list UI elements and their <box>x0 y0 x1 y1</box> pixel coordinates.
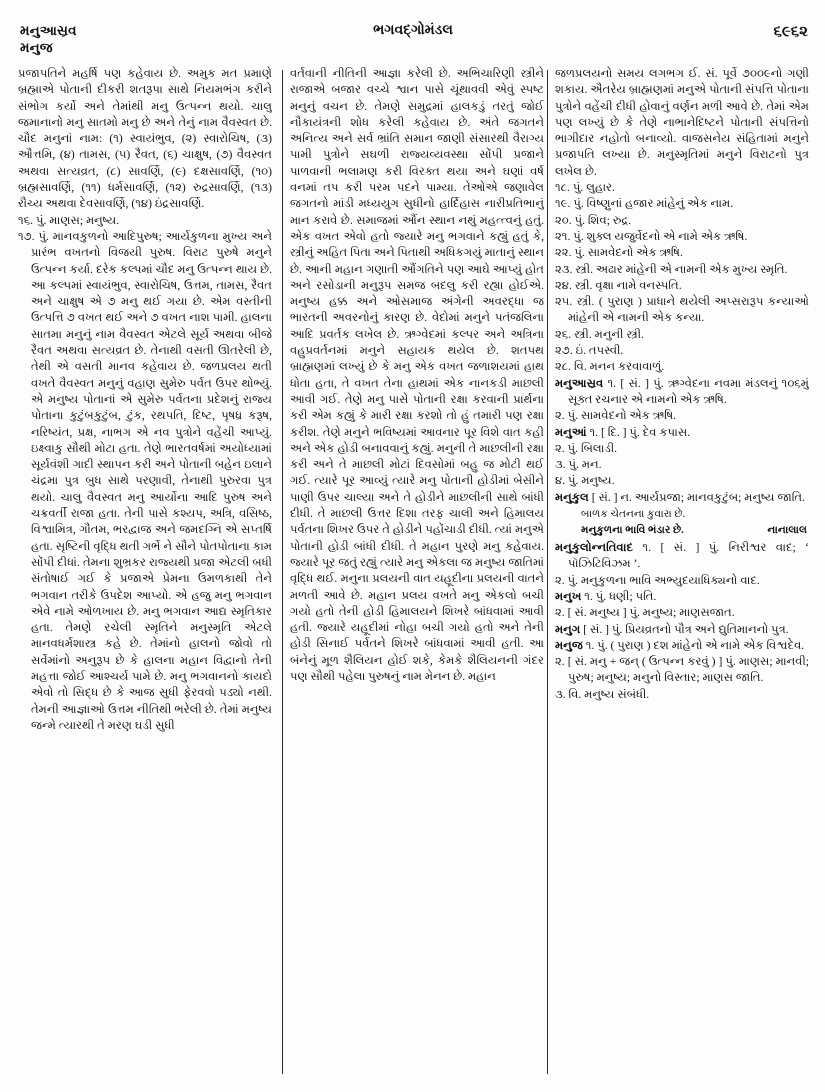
headword: મનુગ <box>555 622 581 636</box>
sense-number: ૨૪. <box>555 278 572 292</box>
dictionary-entry <box>555 490 809 506</box>
sense-item <box>555 343 809 359</box>
headword: મનુખ <box>555 589 582 603</box>
sense-item <box>555 441 809 457</box>
sense-number: ૨૩. <box>555 262 573 276</box>
sense-item <box>555 687 809 703</box>
sense-item <box>555 294 809 327</box>
sense-item <box>555 327 809 343</box>
sense-text: પું. શિવ; રુદ્ર. <box>574 213 632 227</box>
sense-text: પું. મનુકુળના ભાવિ અભ્યુદયાધિક્યનો વાદ. <box>567 573 760 587</box>
headword: મનુકુલ <box>555 490 589 504</box>
sense-number: ૨. <box>555 441 565 455</box>
continued-paragraph: પ્રજાપતિને મહર્ષિ પણ કહેવાય છે. અમુક મત પ્રમાણે બ્રહ્માએ પોતાની દીકરી શતરૂપા સાથે નિયમભંગ કરીને સંભોગ કર્યો અને તેમાંથી મનુ ઉત્પન્ન થયો. ચાલુ જમાનાનો મનુ સાતમો મનુ છે અને તેનું નામ વૈવસ્વત છે. ચૌદ મનુનાં નામ: (૧) સ્વાયંભુવ, (૨) સ્વારોચિષ, (૩) ઔત્તમિ, (૪) તામસ, (૫) રૈવત, (૬) ચાક્ષુષ, (૭) વૈવસ્વત અથવા સત્યવ્રત, (૮) સાવર્ણિ, (૯) દક્ષસાવર્ણિ, (૧૦) બ્રહ્મસાવર્ણિ, (૧૧) ધર્મસાવર્ણિ, (૧૨) રુદ્રસાવર્ણિ, (૧૩) રૌચ્ય અથવા દેવસાવર્ણિ, (૧૪) ઇંદ્રસાવર્ણિ. <box>18 67 272 211</box>
quote-attribution: નાનાલાલ <box>767 525 807 537</box>
dictionary-entry <box>555 425 809 441</box>
sense-text: વિ. મનુષ્ય સંબંધી. <box>568 687 650 701</box>
sense-item <box>555 278 809 294</box>
column-rule-2 <box>547 70 548 1074</box>
sense-text: સ્ત્રી. અઢાર માંહેની એ નામની એક મુખ્ય સ્મૃતિ. <box>575 262 788 276</box>
sense-number: ૨૭. <box>555 344 573 358</box>
running-head-left-line1: મનુઆસ્રવ <box>20 23 77 38</box>
sense-number: ૨. <box>555 573 565 587</box>
sense-number: ૧૮. <box>555 181 570 195</box>
sense-number: ૧. <box>589 425 599 439</box>
sense-number: ૨૫. <box>555 295 573 309</box>
sense-text: પું. ( પુરાણ ) દશ માંહેનો એ નામે એક વિશ્વદેવ. <box>597 638 805 652</box>
work-title: ભગવદ્ગોમંડલ <box>373 23 453 38</box>
dictionary-entry <box>555 589 809 605</box>
sense-number: ૧. <box>585 638 595 652</box>
sense-text: પું. ધણી; પતિ. <box>595 589 657 603</box>
text-column-1 <box>18 66 272 1078</box>
headword: મનુકુલોન્નતિવાદ <box>555 541 633 555</box>
dictionary-entry <box>555 376 809 409</box>
page-number: ૬૯૬૨ <box>773 24 808 40</box>
dictionary-entry <box>555 540 809 573</box>
headword: મનુઆસ્રવ <box>555 376 604 390</box>
sense-text: પું. વિષ્ણુનાં હજાર માંહેનું એક નામ. <box>573 197 734 211</box>
sense-text: પું. મનુષ્ય. <box>568 474 615 488</box>
sense-number: ૨૬. <box>555 327 572 341</box>
sense-number: ૧. <box>584 589 593 603</box>
sense-number: ૧૬. <box>18 213 34 227</box>
sense-item <box>555 654 809 687</box>
sense-text: [ સં. ] પું. નિરીશ્વર વાદ; ‘ પૉઝિટિવિઝમ ’. <box>568 541 809 571</box>
sense-item <box>555 262 809 278</box>
sense-number: ૧૯. <box>555 197 571 211</box>
running-head <box>18 22 808 68</box>
sense-text: [ સં. ] પું. ઋગ્વેદના નવમા મંડલનું ૧૦૬મું સૂક્ત રચનાર એ નામનો એક ઋષિ. <box>568 376 809 406</box>
sense-number: ૩. <box>555 687 566 701</box>
sense-number: ૨૮. <box>555 360 572 374</box>
sense-text: [ સં. ] ન. આર્યપ્રજા; માનવકુટુંબ; મનુષ્ય જાતિ. <box>591 490 805 504</box>
dictionary-entry <box>555 622 809 638</box>
sense-item <box>18 213 272 229</box>
sense-number: ૨૦. <box>555 213 572 227</box>
sense-number: ૧૭. <box>18 229 35 243</box>
sense-item <box>555 196 809 212</box>
sense-text: ઇં. તપસ્વી. <box>575 344 624 358</box>
sense-text: પું. લુહાર. <box>572 181 615 195</box>
sense-text: [ સં. મનુષ્ય ] પું. મનુષ્ય; માણસજાત. <box>567 606 735 620</box>
sense-item <box>18 229 272 734</box>
sense-item <box>555 245 809 261</box>
sense-text: પું. બિલાડી. <box>567 441 618 455</box>
quote-line: મનુકુળના ભાવિ ભંડાર છે. <box>581 525 684 537</box>
quote-line-row <box>581 523 809 539</box>
sense-text: પું. માણસ; મનુષ્ય. <box>35 213 120 227</box>
verse-quotation <box>555 507 809 539</box>
text-column-2 <box>290 66 544 1078</box>
headword: મનુઆં <box>555 425 587 439</box>
sense-item <box>555 457 809 473</box>
continued-paragraph: જળપ્રલયનો સમય લગભગ ઈ. સં. પૂર્વે ૭૦૦૯નો ગણી શકાય. ઐતરેય બ્રાહ્મણમાં મનુએ પોતાની સંપત્તિ પોતાના પુત્રોને વહેંચી દીધી હોવાનું વર્ણન મળી આવે છે. તેમાં એમ પણ લખ્યું છે કે તેણે નાભાનેદિષ્ટને પોતાની સંપત્તિનો ભાગીદાર નહોતો બનાવ્યો. વાજસનેય સંહિતામાં મનુને પ્રજાપતિ લખ્યા છે. મનુસ્મૃતિમાં મનુને વિરાટનો પુત્ર લખેલ છે. <box>555 67 809 178</box>
sense-text: વિ. મનન કરવાવાળું. <box>574 360 665 374</box>
column-rule-1 <box>282 70 283 1074</box>
sense-text: [ દિ. ] પું. દેવ કપાસ. <box>600 425 691 439</box>
sense-text: સ્ત્રી. ( પુરાણ ) પ્રાધાને થયેલી અપ્સરારૂપ કન્યાઓ માંહેની એ નામની એક કન્યા. <box>568 295 809 325</box>
sense-item <box>555 359 809 375</box>
sense-number: ૧. <box>642 541 651 555</box>
sense-text: પું. સામવેદનો એક ઋષિ. <box>567 409 677 423</box>
sense-number: ૨૧. <box>555 229 571 243</box>
sense-item <box>555 229 809 245</box>
sense-text: પું. સામવેદનો એક ઋષિ. <box>574 246 683 260</box>
sense-text: [ સં. મનુ + જન્ ( ઉત્પન્ન કરવું ) ] પું. માણસ; માનવી; પુરુષ; મનુષ્ય; મનુનો વિસ્તાર; માણસ જાતિ. <box>567 655 809 685</box>
sense-number: ૩. <box>555 458 566 472</box>
sense-item <box>555 573 809 589</box>
sense-text: [ સં. ] પું. પ્રિયવ્રતનો પૌત્ર અને દ્યુતિમાનનો પુત્ર. <box>583 622 789 636</box>
headword: મનુજ <box>555 638 583 652</box>
sense-number: ૧. <box>607 376 617 390</box>
sense-text: પું. મન. <box>568 458 602 472</box>
sense-text: પું. શુક્લ યજુર્વેદનો એ નામે એક ઋષિ. <box>573 229 748 243</box>
sense-text: પું. માનવકુળનો આદિપુરુષ; આર્યકુળના મુખ્ય અને પ્રારંભ વખતનો વિજયી પુરુષ. વિરાટ પુરુષે મનુને ઉત્પન્ન કર્યા. દરેક કલ્પમાં ચૌદ મનુ ઉત્પન્ન થાય છે. આ કલ્પમાં સ્વાયંભુવ, સ્વારોચિષ, ઉત્તમ, તામસ, રૈવત અને ચાક્ષુષ એ ૭ મનુ થઈ ગયા છે. એમ વસ્તીની ઉત્પત્તિ ૭ વખત થઈ અને ૭ વખત નાશ પામી. હાલના સાતમા મનુનું નામ વૈવસ્વત એટલે સૂર્ય અથવા બીજે રૈવત અથવા સત્યવ્રત છે. તેનાથી વસતી ઊતરેલી છે, તેથી એ વસતી માનવ કહેવાય છે. જળપ્રલય થતી વખતે વૈવસ્વત મનુનું વહાણ સુમેરુ પર્વત ઉપર થોભ્યું. એ મનુષ્ય પોતાનાં એ સુમેરુ પર્વતના પ્રદેશનું રાજ્ય પોતાના કુટુંબકુટુંબ, ટુંક, રથપતિ, દિષ્ટ, પૃષધ્ર કરૂષ, નરિષ્યંત, પ્રક્ષ, નાભગ એ નવ પુત્રોને વહેંચી આપ્યું. ઇક્ષ્વાકુ સૌથી મોટા હતા. તેણે ભારતવર્ષમાં અયોધ્યામાં સૂર્યવંશી ગાદી સ્થાપન કરી અને પોતાની બહેન ઇલાને ચંદ્રમા પુત્ર બુધ સાથે પરણાવી, તેનાથી પુરુરવા પુત્ર થયો. ચાલુ વૈવસ્વત મનુ આર્યોના આદિ પુરુષ અને ચક્રવર્તી રાજા હતા. તેની પાસે કશ્યપ, અત્રિ, વસિષ્ઠ, વિશ્વામિત્ર, ગૌતમ, ભરદ્વાજ અને જમદગ્નિ એ સપ્તર્ષિ હતા. સૃષ્ટિની વૃદ્ધિ થતી ગર્ભે ને સૌને પોતપોતાના કામ સોંપી દીધાં. તેમના શુભ્રકર રાજ્યથી પ્રજા એટલી બધી સંતોષાઈ ગઈ કે પ્રજાએ પ્રેમના ઉમળકાથી તેને ભગવાન તરીકે ઉપદેશ આપ્યો. એ હજુ મનુ ભગવાન એવે નામે ઓળખાય છે. મનુ ભગવાન આદ્ય સ્મૃતિકાર હતા. તેમણે રચેલી સ્મૃતિને મનુસ્મૃતિ એટલે માનવધર્મશાસ્ત્ર કહે છે. તેમાંનો હાલનો જોવો તો સર્વેમાંનો અનુરૂપ છે કે હાલના મહાન વિદ્વાનો તેની મહત્તા જોઈ આશ્ચર્ય પામે છે. મનુ ભગવાનનો કાયદો એવો તો સિદ્ધ છે કે આજ સુધી ફેરવવો પડ્યો નથી. તેમની આજ્ઞાઓ ઉત્તમ નીતિથી ભરેલી છે. તેમાં મનુષ્ય જન્મે ત્યારથી તે મરણ ઘડી સુધી <box>31 229 272 732</box>
column-container <box>18 66 808 1078</box>
sense-item <box>555 605 809 621</box>
sense-item <box>555 213 809 229</box>
sense-item <box>555 473 809 489</box>
sense-text: સ્ત્રી. વૃક્ષા નામે વનસ્પતિ. <box>574 278 682 292</box>
quote-line: બાળક ચેતનના કુવારા છે. <box>581 509 686 521</box>
running-head-left-line2: મનુજ <box>20 40 53 56</box>
sense-number: ૨૨. <box>555 246 572 260</box>
sense-text: સ્ત્રી. મનુની સ્ત્રી. <box>574 327 644 341</box>
sense-number: ૪. <box>555 474 566 488</box>
sense-number: ૨. <box>555 655 565 669</box>
sense-number: ૨. <box>555 409 565 423</box>
sense-number: ૨. <box>555 606 565 620</box>
text-column-3 <box>555 66 809 1078</box>
dictionary-entry <box>555 638 809 654</box>
sense-item <box>555 180 809 196</box>
continued-paragraph: વર્તવાની નીતિની આજ્ઞા કરેલી છે. અભિચારિણી સ્ત્રીને રાજાએ બજાર વચ્ચે શ્વાન પાસે ચૂંથાવવી એવું સ્પષ્ટ મનુનું વચન છે. તેમણે સમુદ્રમાં હાલકડું તરતું જોઈ નૌકાયંત્રની શોધ કરેલી કહેવાય છે. અંતે જગતને અનિત્ય અને સર્વ ભ્રાંતિ સમાન જાણી સંસારથી વૈરાગ્ય પામી પુત્રોને સઘળી રાજ્યવ્યવસ્થા સોંપી પ્રજાને પાળવાની ભલામણ કરી વિરક્ત થયા અને ઘણાં વર્ષ વનમાં તપ કરી પરમ પદને પામ્યા. તેઓએ જણાવેલ જગતનો માંડી મધ્યયુગ સુધીનો હાર્દિહાસ નારીપ્રતિભાનું માન કરાવે છે. સમાજમાં ઔંન સ્થાન નથું મહત્ત્વનું હતું. એક વખત એવો હતો જ્યારે મનુ ભગવાને કહ્યું હતું કે, સ્ત્રીનું અહિત પિતા અને પિતાથી અધિકગયું માતાનું સ્થાન છે. આની મહાન ગણાતી ઔંગતિને પણ આઘે આપ્યું હોત અને રસોડાની મનુરૂપ સમજ બદલુ કરી રહ્યા હોઈએ. મનુષ્ય હક્ક અને ઓસમાજ અંગેની અવરદ્ધા જ ભારતની અવરનોનું કારણ છે. વેદોમાં મનુને પતંજલિના આદિ પ્રવર્તક લખેલ છે. ઋગ્વેદમાં કલ્પર અને અત્રિના વહુપ્રવર્તનમાં મનુને સહાયક થયેલ છે. શતપથ બ્રાહ્મણમાં લખ્યું છે કે મનુ એક વખત જળાશયમાં હાથ ધોતા હતા, તે વખત તેના હાથમાં એક નાનકડી માછલી આવી ગઈ. તેણે મનુ પાસે પોતાની રક્ષા કરવાની પ્રાર્થના કરી એમ કહ્યું કે મારી રક્ષા કરશો તો હું તમારી પણ રક્ષા કરીશ. તેણે મનુને ભવિષ્યમાં આવનાર પૂર વિશે વાત કહી અને એક હોડી બનાવવાનું કહ્યું. મનુની તે માછલીની રક્ષા કરી અને તે માછલી મોટાં દિવસોમાં બહુ જ મોટી થઈ ગઈ. ત્યારે પૂર આવ્યું ત્યારે મનુ પોતાની હોડીમાં બેસીને પાણી ઉપર ચાલ્યા અને તે હોડીને માછલીની સાથે બાંધી દીધી. તે માછલી ઉત્તર દિશા તરફ ચાલી અને હિમાલય પર્વતના શિખર ઉપર તે હોડીને પહોંચાડી દીધી. ત્યાં મનુએ પોતાની હોડી બાંધી દીધી. તે મહાન પુરણે મનુ કહેવાય. જ્યારે પૂર જતું રહ્યું ત્યારે મનુ એકલા જ મનુષ્ય જાતિમાં વૃદ્ધિ થઈ. મનુના પ્રલયની વાત યહૂદીના પ્રલયની વાતને મળતી આવે છે. મહાન પ્રલય વખતે મનુ એકલો બચી ગયો હતો તેની હોડી હિમાલયને શિખરે બાંધવામાં આવી હતી. જ્યારે યહૂદીમાં નોહા બચી ગયો હતો અને તેની હોડી સિનાઈ પર્વતને શિખરે બાંધવામાં આવી હતી. આ બંનેનું મૂળ શૈલિયન હોઈ શકે, કેમકે શૈલિયનની ગંદર પણ સૌથી પહેલા પુરુષનું નામ મેનન છે. મહાન <box>290 67 544 683</box>
sense-item <box>555 408 809 424</box>
